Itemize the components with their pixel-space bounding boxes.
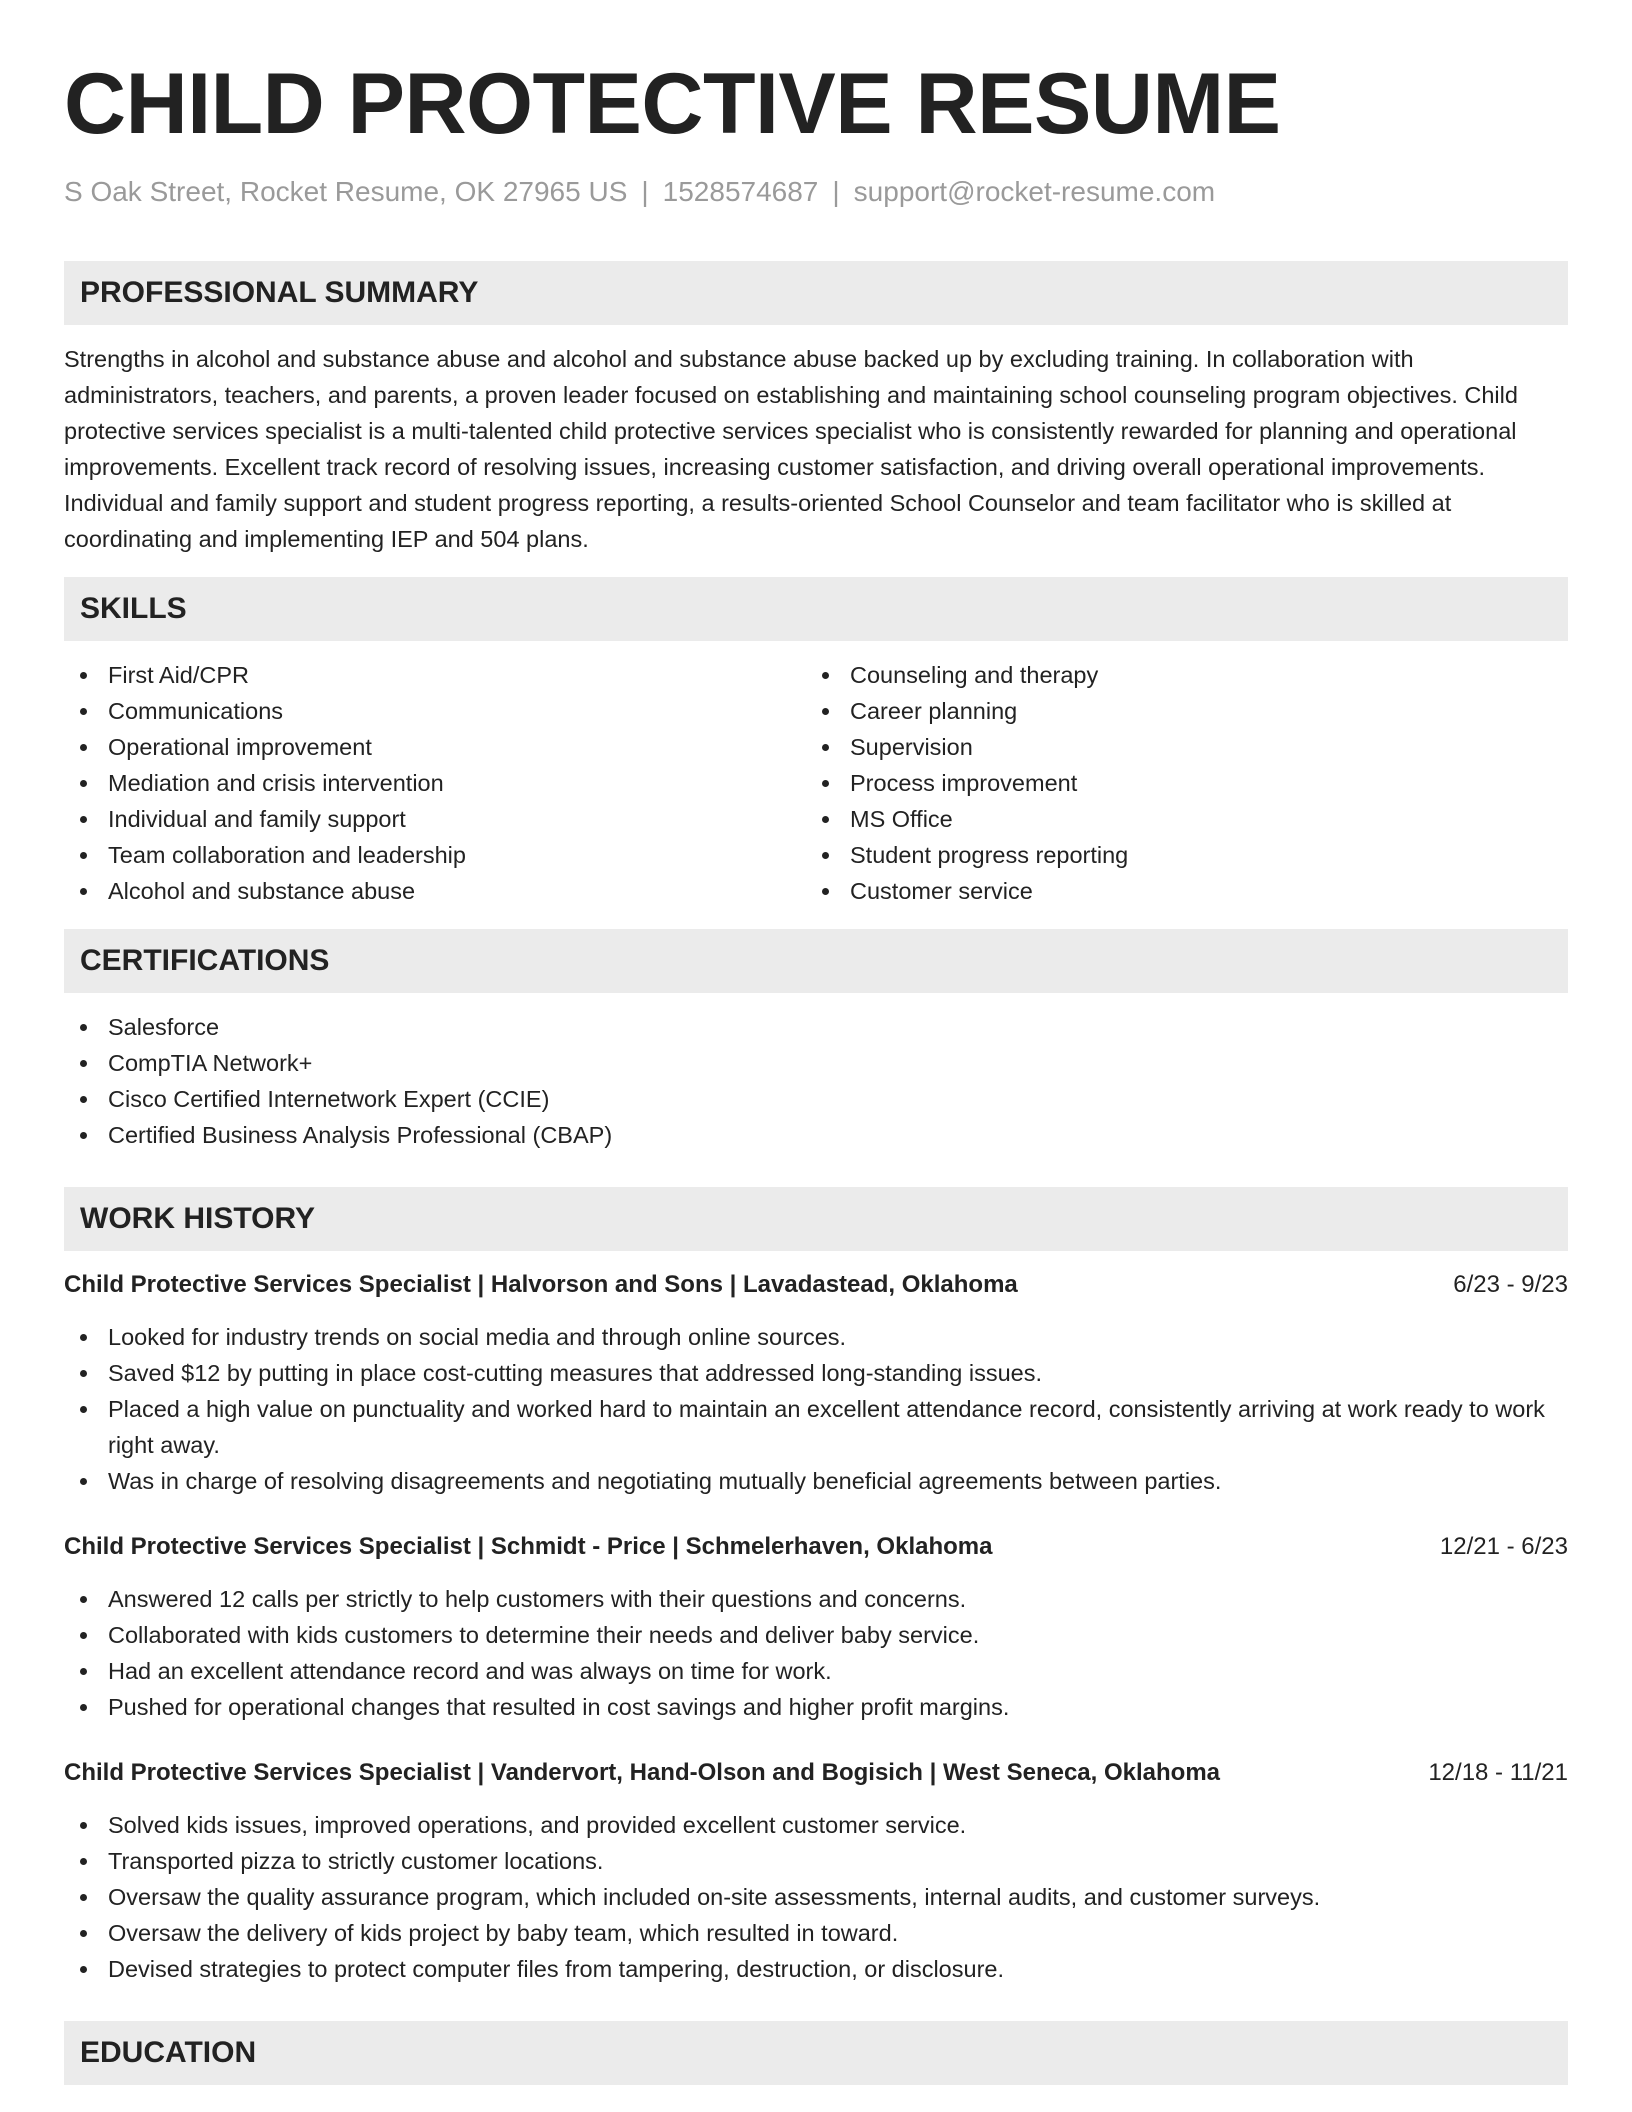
page-title: CHILD PROTECTIVE RESUME <box>64 56 1281 152</box>
job-bullet: Oversaw the quality assurance program, which included on-site assessments, internal audits, and customer surveys. <box>64 1879 1568 1915</box>
job-bullet: Devised strategies to protect computer files from tampering, destruction, or disclosure. <box>64 1951 1568 1987</box>
section-header-education: EDUCATION <box>64 2021 1568 2085</box>
job-title: Child Protective Services Specialist | Schmidt - Price | Schmelerhaven, Oklahoma <box>64 1533 993 1560</box>
skill-item: Team collaboration and leadership <box>64 837 806 873</box>
certification-item: Salesforce <box>64 1009 1568 1045</box>
job-header <box>64 1755 1568 1791</box>
job-title: Child Protective Services Specialist | Vandervort, Hand-Olson and Bogisich | West Seneca, Oklahoma <box>64 1759 1221 1786</box>
job-dates: 12/18 - 11/21 <box>1428 1759 1568 1786</box>
job-header <box>64 1267 1568 1303</box>
certification-item: Cisco Certified Internetwork Expert (CCIE) <box>64 1081 1568 1117</box>
job-bullet: Transported pizza to strictly customer locations. <box>64 1843 1568 1879</box>
contact-separator: | <box>641 176 649 207</box>
skill-item: Alcohol and substance abuse <box>64 873 806 909</box>
contact-phone: 1528574687 <box>662 176 819 207</box>
job-title: Child Protective Services Specialist | Halvorson and Sons | Lavadastead, Oklahoma <box>64 1271 1018 1298</box>
job-bullet: Answered 12 calls per strictly to help customers with their questions and concerns. <box>64 1581 1568 1617</box>
job-bullets <box>64 1807 1568 1987</box>
job-bullet: Placed a high value on punctuality and worked hard to maintain an excellent attendance record, consistently arriving at work ready to work right away. <box>64 1391 1568 1463</box>
certification-item: Certified Business Analysis Professional (CBAP) <box>64 1117 1568 1153</box>
job-bullets <box>64 1319 1568 1499</box>
job-bullet: Oversaw the delivery of kids project by baby team, which resulted in toward. <box>64 1915 1568 1951</box>
skills-column-left <box>64 657 806 909</box>
skill-item: Operational improvement <box>64 729 806 765</box>
skills-column-right <box>806 657 1548 909</box>
job-bullet: Pushed for operational changes that resulted in cost savings and higher profit margins. <box>64 1689 1568 1725</box>
skill-item: Career planning <box>806 693 1548 729</box>
section-header-work-history: WORK HISTORY <box>64 1187 1568 1251</box>
skill-item: Counseling and therapy <box>806 657 1548 693</box>
job-entry <box>64 1529 1568 1725</box>
skills-list-left <box>64 657 806 909</box>
section-header-skills: SKILLS <box>64 577 1568 641</box>
skill-item: Customer service <box>806 873 1548 909</box>
summary-text: Strengths in alcohol and substance abuse and alcohol and substance abuse backed up by excluding training. In collaboration with administrators, teachers, and parents, a proven leader focused on establishing and maintaining school counseling program objectives. Child protective services specialist is a multi-talented child protective services specialist who is consistently rewarded for planning and operational improvements. Excellent track record of resolving issues, increasing customer satisfaction, and driving overall operational improvements. Individual and family support and student progress reporting, a results-oriented School Counselor and team facilitator who is skilled at coordinating and implementing IEP and 504 plans. <box>64 346 1518 552</box>
skill-item: MS Office <box>806 801 1548 837</box>
certification-item: CompTIA Network+ <box>64 1045 1568 1081</box>
contact-email: support@rocket-resume.com <box>853 176 1216 207</box>
job-dates: 12/21 - 6/23 <box>1439 1533 1568 1560</box>
job-bullets <box>64 1581 1568 1725</box>
skill-item: Mediation and crisis intervention <box>64 765 806 801</box>
job-bullet: Looked for industry trends on social media and through online sources. <box>64 1319 1568 1355</box>
skills-list-right <box>806 657 1548 909</box>
section-header-certifications: CERTIFICATIONS <box>64 929 1568 993</box>
job-entry <box>64 1755 1568 1987</box>
contact-address: S Oak Street, Rocket Resume, OK 27965 US <box>64 176 628 207</box>
skill-item: Process improvement <box>806 765 1548 801</box>
job-bullet: Was in charge of resolving disagreements and negotiating mutually beneficial agreements between parties. <box>64 1463 1568 1499</box>
skill-item: First Aid/CPR <box>64 657 806 693</box>
skills-grid <box>64 657 1568 909</box>
skill-item: Communications <box>64 693 806 729</box>
job-entry <box>64 1267 1568 1499</box>
skill-item: Student progress reporting <box>806 837 1548 873</box>
section-header-professional-summary: PROFESSIONAL SUMMARY <box>64 261 1568 325</box>
job-bullet: Collaborated with kids customers to determine their needs and deliver baby service. <box>64 1617 1568 1653</box>
contact-line <box>64 174 1568 210</box>
skill-item: Individual and family support <box>64 801 806 837</box>
job-header <box>64 1529 1568 1565</box>
contact-separator: | <box>832 176 840 207</box>
certifications-list <box>64 1009 1568 1153</box>
job-dates: 6/23 - 9/23 <box>1453 1271 1568 1298</box>
skill-item: Supervision <box>806 729 1548 765</box>
job-bullet: Saved $12 by putting in place cost-cutting measures that addressed long-standing issues. <box>64 1355 1568 1391</box>
job-bullet: Solved kids issues, improved operations, and provided excellent customer service. <box>64 1807 1568 1843</box>
job-bullet: Had an excellent attendance record and was always on time for work. <box>64 1653 1568 1689</box>
